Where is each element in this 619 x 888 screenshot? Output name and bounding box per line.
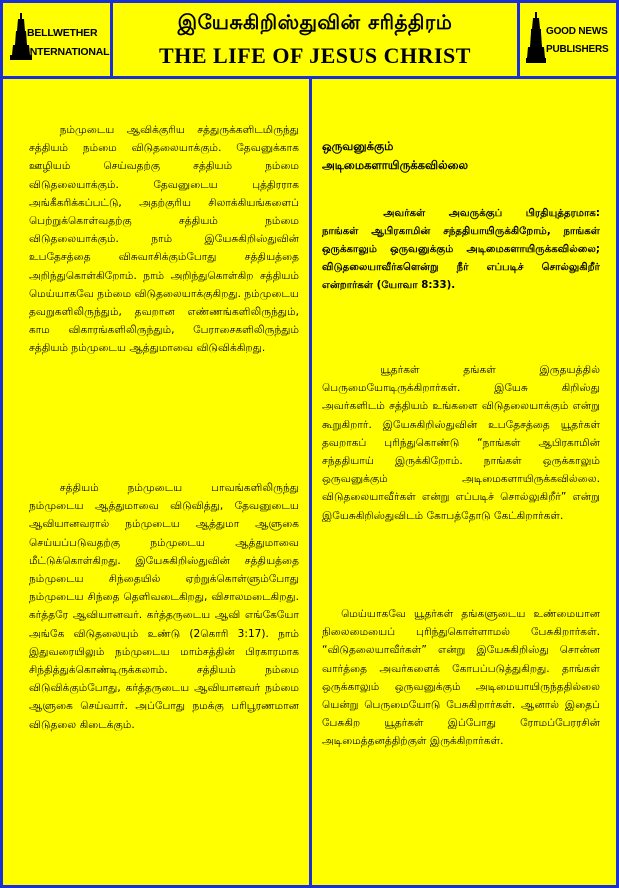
section-heading-line2: அடிமைகளாயிருக்கவில்லை — [322, 158, 469, 172]
left-column — [3, 79, 309, 885]
title-tamil: இயேசுகிறிஸ்துவின் சரித்திரம் — [177, 10, 453, 34]
right-column — [312, 79, 616, 885]
left-paragraph-2: சத்தியம் நம்முடைய பாவங்களிலிருந்து நம்முடைய ஆத்துமாவை விடுவித்து, தேவனுடைய ஆவியானவரால் நம்முடைய ஆத்துமா ஆளுகை செய்யப்படுவதற்கு நம்முடைய ஆத்துமாவை மீட்டுக்கொள்கிறது. இயேசுகிறிஸ்துவின் சத்தியத்தை நம்முடைய சிந்தையில் ஏற்றுக்கொள்ளும்போது நம்முடைய சிந்தை தெளிவடைகிறது, விசாலமடைகிறது. கர்த்தரே ஆவியானவர். கர்த்தருடைய ஆவி எங்கேயோ அங்கே விடுதலையும் உண்டு (2கொரி 3:17). நாம் இதுவரையிலும் நம்முடைய மாம்சத்தின் பிரகாரமாக சிந்தித்துக்கொண்டிருக்கலாம். சத்தியம் நம்மை விடுவிக்கும்போது, கர்த்தருடைய ஆவியானவர் நம்மை ஆளுகை செய்வார். அப்போது நமக்கு பரிபூரணமான விடுதலை கிடைக்கும். — [29, 482, 299, 731]
section-heading-line1: ஒருவனுக்கும் — [322, 139, 394, 153]
bellwether-logo-line2: INTERNATIONAL — [27, 46, 110, 58]
right-paragraph-1: யூதர்கள் தங்கள் இருதயத்தில் பெருமையோடிருக்கிறார்கள். இயேசு கிறிஸ்து அவர்களிடம் சத்தியம் உங்களை விடுதலையாக்கும் என்று கூறுகிறார். இயேசுகிறிஸ்துவின் உபதேசத்தை யூதர்கள் தவறாகப் புரிந்துகொண்டு “நாங்கள் ஆபிரகாமின் சந்ததியாய் இருக்கிறோம். நாங்கள் ஒருக்காலும் ஒருவனுக்கும் அடிமைகளாயிருக்கவில்லை. விடுதலையாவீர்கள் என்று எப்படிச் சொல்லுகிறீர்” என்று இயேசுகிறிஸ்துவிடம் கோபத்தோடு கேட்கிறார்கள். — [322, 364, 600, 522]
good-news-logo-line1: GOOD NEWS — [546, 26, 608, 37]
title-panel — [113, 3, 517, 76]
bellwether-logo-line1: BELLWETHER — [27, 27, 98, 39]
bellwether-logo-panel — [3, 3, 110, 76]
right-paragraph-2: மெய்யாகவே யூதர்கள் தங்களுடைய உண்மையான நிலைமையைப் புரிந்துகொள்ளாமல் பேசுகிறார்கள். “விடுதலையாவீர்கள்” என்று இயேசுகிறிஸ்து சொன்ன வார்த்தை அவர்களைக் கோபப்படுத்துகிறது. தாங்கள் ஒருக்காலும் ஒருவனுக்கும் அடிமையாயிருந்ததில்லை யென்று பெருமையோடு பேசுகிறார்கள். ஆனால் இதைப் பேசுகிற யூதர்கள் இப்போது ரோமப்பேரரசின் அடிமைத்தனத்திற்குள் இருக்கிறார்கள். — [322, 608, 600, 748]
left-paragraph-1: நம்முடைய ஆவிக்குரிய சத்துருக்களிடமிருந்து சத்தியம் நம்மை விடுதலையாக்கும். தேவனுக்காக ஊழியம் செய்வதற்கு சத்தியம் நம்மை விடுதலையாக்கும். தேவனுடைய புத்திரராக அங்கீகரிக்கப்பட்டு, அதற்குரிய சிலாக்கியங்களைப் பெற்றுக்கொள்வதற்கு சத்தியம் நம்மை விடுதலையாக்கும். நாம் இயேசுகிறிஸ்துவின் உபதேசத்தை விசுவாசிக்கும்போது சத்தியத்தை அறிந்துகொள்கிறோம். நாம் அறிந்துகொள்கிற சத்தியம் மெய்யாகவே நம்மை விடுதலையாக்குகிறது. நம்முடைய தவறுகளிலிருந்தும், தவறான எண்ணங்களிலிருந்தும், காம விகாரங்களிலிருந்தும், பேராசைகளிலிருந்தும் சத்தியம் நம்முடைய ஆத்துமாவை விடுவிக்கிறது. — [29, 124, 299, 355]
scripture-quote: அவர்கள் அவருக்குப் பிரதியுத்தரமாக: நாங்கள் ஆபிரகாமின் சந்ததியாயிருக்கிறோம், நாங்கள் ஒருக்காலும் ஒருவனுக்கும் அடிமைகளாயிருக்கவில்லை; விடுதலையாவீர்களென்று நீர் எப்படிச் சொல்லுகிறீர் என்றார்கள் (யோவா 8:33). — [322, 208, 600, 291]
good-news-logo-icon — [526, 11, 546, 65]
good-news-logo-line2: PUBLISHERS — [546, 44, 609, 55]
good-news-logo-panel — [520, 3, 616, 76]
title-english: THE LIFE OF JESUS CHRIST — [159, 43, 471, 68]
